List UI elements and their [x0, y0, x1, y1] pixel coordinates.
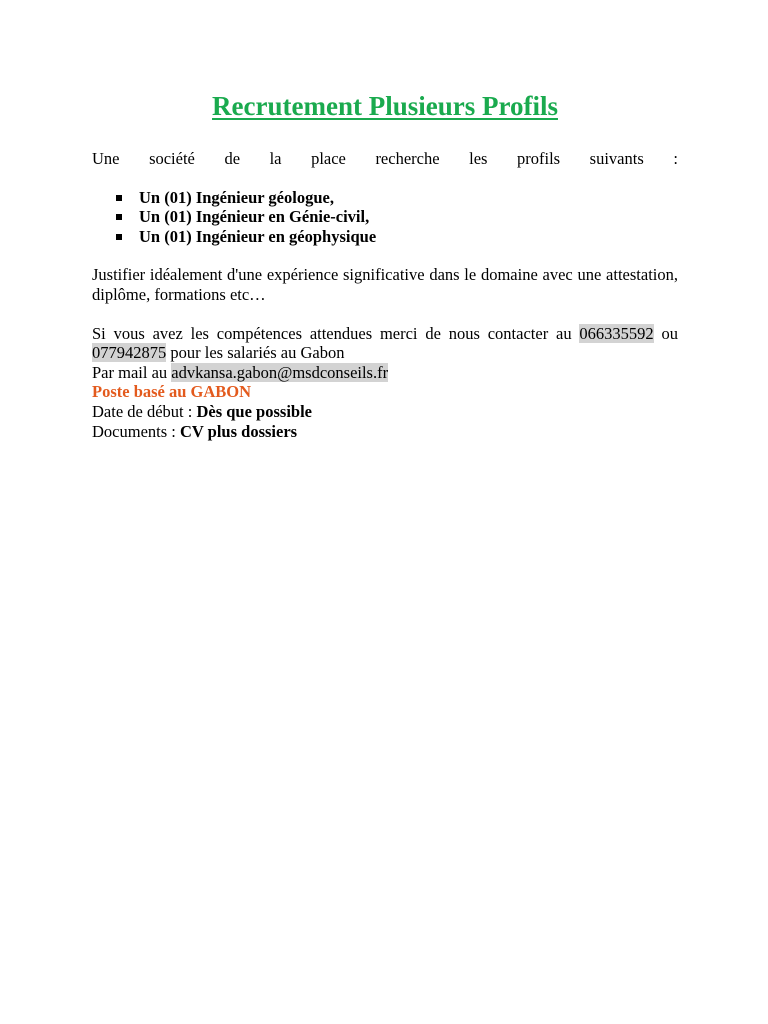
intro-word: : — [673, 149, 678, 168]
phone-number-1[interactable]: 066335592 — [579, 323, 654, 343]
page-title: Recrutement Plusieurs Profils — [212, 91, 558, 121]
mail-line — [92, 363, 678, 383]
list-item — [116, 207, 678, 227]
intro-word: Une — [92, 149, 120, 168]
contact-paragraph — [92, 324, 678, 363]
contact-text: Si vous avez les compétences attendues merci de nous contacter au — [92, 323, 580, 343]
intro-word: recherche — [375, 149, 440, 168]
intro-word: profils — [517, 149, 561, 168]
location-heading: Poste basé au GABON — [92, 382, 252, 402]
contact-or-text: ou — [661, 323, 678, 343]
list-item — [116, 188, 678, 208]
contact-text-after: pour les salariés au Gabon — [166, 343, 345, 363]
intro-paragraph — [92, 149, 678, 169]
start-date-label: Date de début : — [92, 401, 197, 421]
intro-word: les — [469, 149, 488, 168]
documents-value: CV plus dossiers — [180, 421, 298, 441]
intro-word: place — [311, 149, 346, 168]
document-page — [92, 86, 678, 441]
profile-label: Un (01) Ingénieur géologue, — [139, 187, 334, 207]
start-date-line — [92, 402, 678, 422]
profile-label: Un (01) Ingénieur en géophysique — [139, 226, 377, 246]
mail-label: Par mail au — [92, 362, 172, 382]
square-bullet-icon — [116, 214, 122, 220]
documents-label: Documents : — [92, 421, 180, 441]
phone-number-2[interactable]: 077942875 — [92, 343, 167, 363]
profiles-list — [92, 188, 678, 247]
documents-line — [92, 422, 678, 442]
intro-word: la — [269, 149, 282, 168]
square-bullet-icon — [116, 234, 122, 240]
intro-word: de — [224, 149, 241, 168]
intro-word: société — [149, 149, 195, 168]
experience-paragraph: Justifier idéalement d'une expérience significative dans le domaine avec une attestation, diplôme, formations etc… — [92, 265, 678, 304]
start-date-value: Dès que possible — [196, 401, 312, 421]
list-item — [116, 227, 678, 247]
intro-word: suivants — [589, 149, 644, 168]
square-bullet-icon — [116, 195, 122, 201]
email-link[interactable]: advkansa.gabon@msdconseils.fr — [171, 362, 389, 382]
profile-label: Un (01) Ingénieur en Génie-civil, — [139, 207, 370, 227]
